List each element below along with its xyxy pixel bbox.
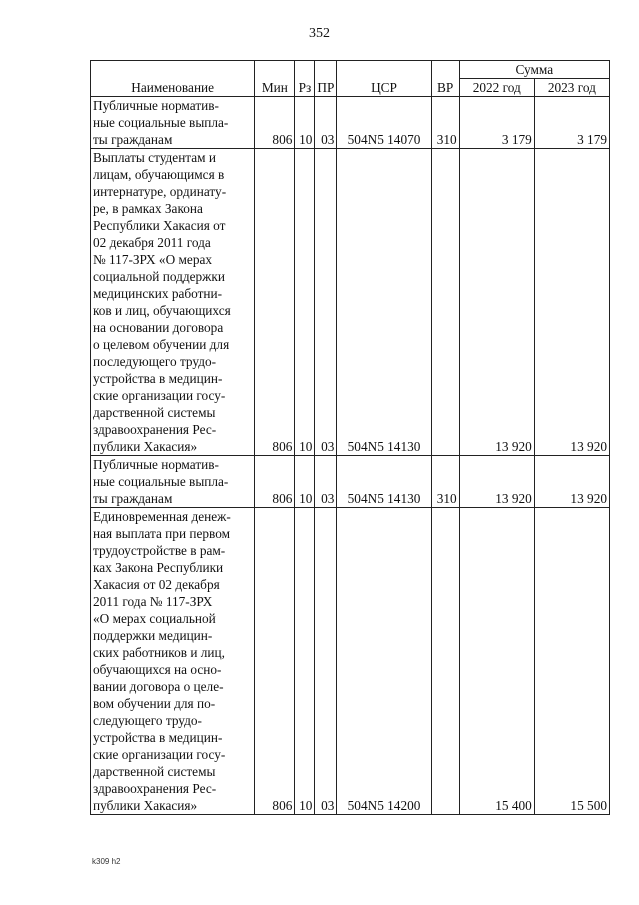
header-year-2022: 2022 год xyxy=(459,79,534,97)
row-name-line: ские организации госу- xyxy=(93,388,226,403)
row-name-line: последующего трудо- xyxy=(93,354,217,369)
row-name xyxy=(91,149,255,456)
row-name-line: ских работников и лиц, xyxy=(93,645,225,660)
cell-y2022: 13 920 xyxy=(459,456,534,508)
cell-pr: 03 xyxy=(315,149,337,456)
header-min: Мин xyxy=(255,61,295,97)
row-name-line: № 117-ЗРХ «О мерах xyxy=(93,252,213,267)
cell-min: 806 xyxy=(255,456,295,508)
cell-csr: 504N5 14200 xyxy=(337,508,431,815)
row-name-line: о целевом обучении для xyxy=(93,337,230,352)
cell-y2022: 3 179 xyxy=(459,97,534,149)
cell-min: 806 xyxy=(255,97,295,149)
cell-vr xyxy=(431,508,459,815)
cell-y2023: 15 500 xyxy=(534,508,609,815)
row-name-line: здравоохранения Рес- xyxy=(93,781,217,796)
row-name-line: вом обучении для по- xyxy=(93,696,216,711)
cell-y2023: 13 920 xyxy=(534,149,609,456)
cell-y2022: 13 920 xyxy=(459,149,534,456)
cell-y2023: 3 179 xyxy=(534,97,609,149)
cell-rz: 10 xyxy=(295,456,315,508)
cell-csr: 504N5 14070 xyxy=(337,97,431,149)
row-name-line: ты гражданам xyxy=(93,132,173,147)
cell-pr: 03 xyxy=(315,508,337,815)
row-name-line: «О мерах социальной xyxy=(93,611,216,626)
row-name-line: следующего трудо- xyxy=(93,713,202,728)
row-name-line: ные социальные выпла- xyxy=(93,115,229,130)
cell-y2023: 13 920 xyxy=(534,456,609,508)
table-body xyxy=(91,97,610,815)
cell-rz: 10 xyxy=(295,149,315,456)
row-name-line: устройства в медицин- xyxy=(93,730,223,745)
row-name-line: ков и лиц, обучающихся xyxy=(93,303,231,318)
row-name-line: вании договора о целе- xyxy=(93,679,224,694)
cell-rz: 10 xyxy=(295,97,315,149)
row-name-line: Единовременная денеж- xyxy=(93,509,231,524)
row-name-line: дарственной системы xyxy=(93,764,216,779)
row-name-line: ты гражданам xyxy=(93,491,173,506)
row-name-line: ре, в рамках Закона xyxy=(93,201,203,216)
cell-pr: 03 xyxy=(315,456,337,508)
header-csr: ЦСР xyxy=(337,61,431,97)
cell-pr: 03 xyxy=(315,97,337,149)
table-row xyxy=(91,149,610,456)
row-name-line: ные социальные выпла- xyxy=(93,474,229,489)
table-header xyxy=(91,61,610,97)
page-number: 352 xyxy=(309,26,330,41)
row-name-line: Республики Хакасия от xyxy=(93,218,226,233)
row-name xyxy=(91,97,255,149)
row-name-line: на основании договора xyxy=(93,320,224,335)
header-year-2023: 2023 год xyxy=(534,79,609,97)
cell-csr: 504N5 14130 xyxy=(337,149,431,456)
cell-vr: 310 xyxy=(431,97,459,149)
row-name-line: здравоохранения Рес- xyxy=(93,422,217,437)
row-name-line: 2011 года № 117-ЗРХ xyxy=(93,594,213,609)
header-vr: ВР xyxy=(431,61,459,97)
row-name-line: обучающихся на осно- xyxy=(93,662,222,677)
row-name-line: ная выплата при первом xyxy=(93,526,231,541)
row-name-line: публики Хакасия» xyxy=(93,439,198,454)
cell-vr: 310 xyxy=(431,456,459,508)
row-name-line: 02 декабря 2011 года xyxy=(93,235,211,250)
row-name-line: трудоустройстве в рам- xyxy=(93,543,226,558)
header-rz: Рз xyxy=(295,61,315,97)
header-pr: ПР xyxy=(315,61,337,97)
row-name xyxy=(91,508,255,815)
table-row xyxy=(91,97,610,149)
row-name-line: ские организации госу- xyxy=(93,747,226,762)
row-name-line: устройства в медицин- xyxy=(93,371,223,386)
cell-min: 806 xyxy=(255,508,295,815)
cell-csr: 504N5 14130 xyxy=(337,456,431,508)
header-sum: Сумма xyxy=(459,61,609,79)
cell-min: 806 xyxy=(255,149,295,456)
row-name-line: дарственной системы xyxy=(93,405,216,420)
table-row xyxy=(91,508,610,815)
budget-table xyxy=(90,60,610,815)
row-name-line: Публичные норматив- xyxy=(93,98,219,113)
row-name-line: Публичные норматив- xyxy=(93,457,219,472)
row-name xyxy=(91,456,255,508)
row-name-line: медицинских работни- xyxy=(93,286,223,301)
header-name: Наименование xyxy=(91,61,255,97)
table-row xyxy=(91,456,610,508)
row-name-line: социальной поддержки xyxy=(93,269,225,284)
row-name-line: лицам, обучающимся в xyxy=(93,167,225,182)
row-name-line: поддержки медицин- xyxy=(93,628,213,643)
row-name-line: Выплаты студентам и xyxy=(93,150,217,165)
cell-rz: 10 xyxy=(295,508,315,815)
row-name-line: интернатуре, ординату- xyxy=(93,184,227,199)
row-name-line: ках Закона Республики xyxy=(93,560,224,575)
row-name-line: публики Хакасия» xyxy=(93,798,198,813)
cell-vr xyxy=(431,149,459,456)
row-name-line: Хакасия от 02 декабря xyxy=(93,577,220,592)
cell-y2022: 15 400 xyxy=(459,508,534,815)
footer-code: k309 h2 xyxy=(92,857,121,866)
